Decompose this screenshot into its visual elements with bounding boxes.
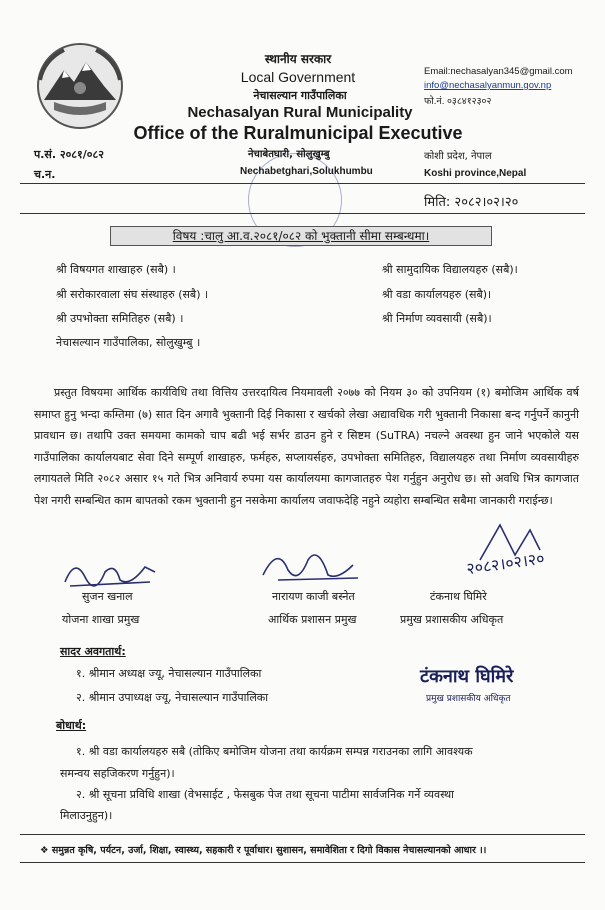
- province-en: Koshi province,Nepal: [424, 168, 527, 179]
- signatory-1-name: सुजन खनाल: [82, 590, 133, 603]
- info-item-2a: २. श्री सूचना प्रविधि शाखा (वेभसाईट , फेसबुक पेज तथा सूचना पाटीमा सार्वजनिक गर्ने व्यवस्था: [76, 788, 455, 801]
- signatory-3-title: प्रमुख प्रशासकीय अधिकृत: [400, 613, 504, 626]
- reference-number: प.सं. २०८१/०८२: [34, 148, 104, 161]
- contact-email-2[interactable]: info@nechasalyanmun.gov.np: [424, 80, 552, 91]
- recipient-left-2: श्री सरोकारवाला संघ संस्थाहरु (सबै) ।: [56, 288, 209, 301]
- footer-divider-bottom: [20, 862, 585, 863]
- contact-phone: फो.नं. ०३८४१२३०२: [424, 96, 492, 107]
- signature-scribble-1: [60, 552, 160, 592]
- info-item-1a: १. श्री वडा कार्यालयहरु सबै (तोकिए बमोजिम योजना तथा कार्यक्रम सम्पन्न गराउनका लागि आवश्यक: [76, 745, 473, 758]
- cc-item-1: १. श्रीमान अध्यक्ष ज्यू, नेचासल्यान गाउँपालिका: [76, 667, 262, 680]
- dispatch-number: च.न.: [34, 168, 56, 181]
- cc-heading: सादर अवगतार्थ:: [60, 645, 126, 658]
- signature-scribble-2: [258, 540, 368, 590]
- body-paragraph: प्रस्तुत विषयमा आर्थिक कार्यविधि तथा वित्तिय उत्तरदायित्व नियमावली २०७७ को नियम ३० को उपनियम (१) बमोजिम आर्थिक वर्ष समाप्त हुनु भन्दा कम्तिमा (७) सात दिन अगावै भुक्तानी दिई निकासा र खर्चको लेखा अद्यावधिक गरी भुक्तानी निकासा बन्द गर्नुपर्ने कानुनी प्रावधान छ। तथापि उक्त समयमा कामको चाप बढी भई सर्भर डाउन हुने र सिष्टम (SuTRA) नचल्ने अवस्था हुन जाने भएकोले यस गाउँपालिका कार्यालयबाट सेवा दिने सम्पूर्ण शाखाहरु, फर्महरु, सप्लायर्सहरु, उपभोक्ता समितिहरु, विद्यालयहरु तथा निर्माण व्यवसायीहरु लगायतले मिति २०८२ असार १५ गते भित्र अनिवार्य रुपमा यस कार्यालयमा कागजातहरु पेश गर्नुहुन अनुरोध छ। सो अवधि भित्र कागजात पेश नगरी सम्बन्धित काम बापतको रकम भुक्तानी हुन नसकेमा कार्यालय जवाफदेहि नहुने व्यहोरा सम्बन्धित सबैमा जानकारी गराईन्छ।: [34, 386, 579, 507]
- info-heading: बोधार्थ:: [56, 719, 87, 732]
- subject-line: विषय :चालु आ.व.२०८१/०८२ को भुक्तानी सीमा सम्बन्धमा।: [110, 226, 492, 246]
- recipient-left-1: श्री विषयगत शाखाहरु (सबै) ।: [56, 263, 176, 276]
- recipient-right-1: श्री सामुदायिक विद्यालयहरु (सबै)।: [382, 263, 518, 276]
- header-municipality-np: नेचासल्यान गाउँपालिका: [253, 89, 347, 102]
- footer-divider-top: [20, 834, 585, 835]
- header-gov-np: स्थानीय सरकार: [264, 52, 332, 66]
- recipient-left-3: श्री उपभोक्ता समितिहरु (सबै) ।: [56, 312, 184, 325]
- cc-item-2: २. श्रीमान उपाध्यक्ष ज्यू, नेचासल्यान गाउँपालिका: [76, 691, 269, 704]
- address-en: Nechabetghari,Solukhumbu: [240, 166, 373, 177]
- recipient-left-4: नेचासल्यान गाउँपालिका, सोलुखुम्बु ।: [56, 336, 201, 349]
- date-divider: [20, 213, 585, 214]
- info-item-2b: मिलाउनुहुन)।: [60, 809, 113, 822]
- info-item-1b: समन्वय सहजिकरण गर्नुहुन)।: [60, 767, 175, 780]
- footer-motto: ❖ समुन्नत कृषि, पर्यटन, उर्जा, शिक्षा, स्वास्थ्य, सहकारी र पूर्वाधार। सुशासन, समावेशिता र दिगो विकास नेचासल्यानको आधार ।।: [40, 845, 487, 856]
- letter-date: मिति: २०८२।०२।२०: [424, 195, 519, 210]
- province-np: कोशी प्रदेश, नेपाल: [424, 151, 492, 162]
- header-divider: [20, 183, 585, 184]
- header-gov-en: Local Government: [240, 69, 356, 85]
- signatory-2-name: नारायण काजी बस्नेत: [272, 590, 355, 603]
- contact-email[interactable]: Email:nechasalyan345@gmail.com: [424, 66, 573, 77]
- header-office-title: Office of the Ruralmunicipal Executive: [133, 123, 463, 143]
- nepal-emblem-logo: [34, 40, 126, 132]
- stamp-signature-name: टंकनाथ घिमिरे: [420, 666, 514, 687]
- handwritten-date: २०८२।०२।२०: [465, 548, 546, 579]
- signatory-2-title: आर्थिक प्रशासन प्रमुख: [268, 613, 357, 626]
- address-np: नेचाबेतघारी, सोलुखुम्बु: [248, 149, 330, 160]
- recipient-right-2: श्री वडा कार्यालयहरु (सबै)।: [382, 288, 492, 301]
- header-municipality-en: Nechasalyan Rural Municipality: [187, 104, 413, 121]
- stamp-signature-title: प्रमुख प्रशासकीय अधिकृत: [426, 694, 511, 704]
- signatory-1-title: योजना शाखा प्रमुख: [62, 613, 140, 626]
- signatory-3-name: टंकनाथ घिमिरे: [430, 590, 487, 603]
- recipient-right-3: श्री निर्माण व्यवसायी (सबै)।: [382, 312, 492, 325]
